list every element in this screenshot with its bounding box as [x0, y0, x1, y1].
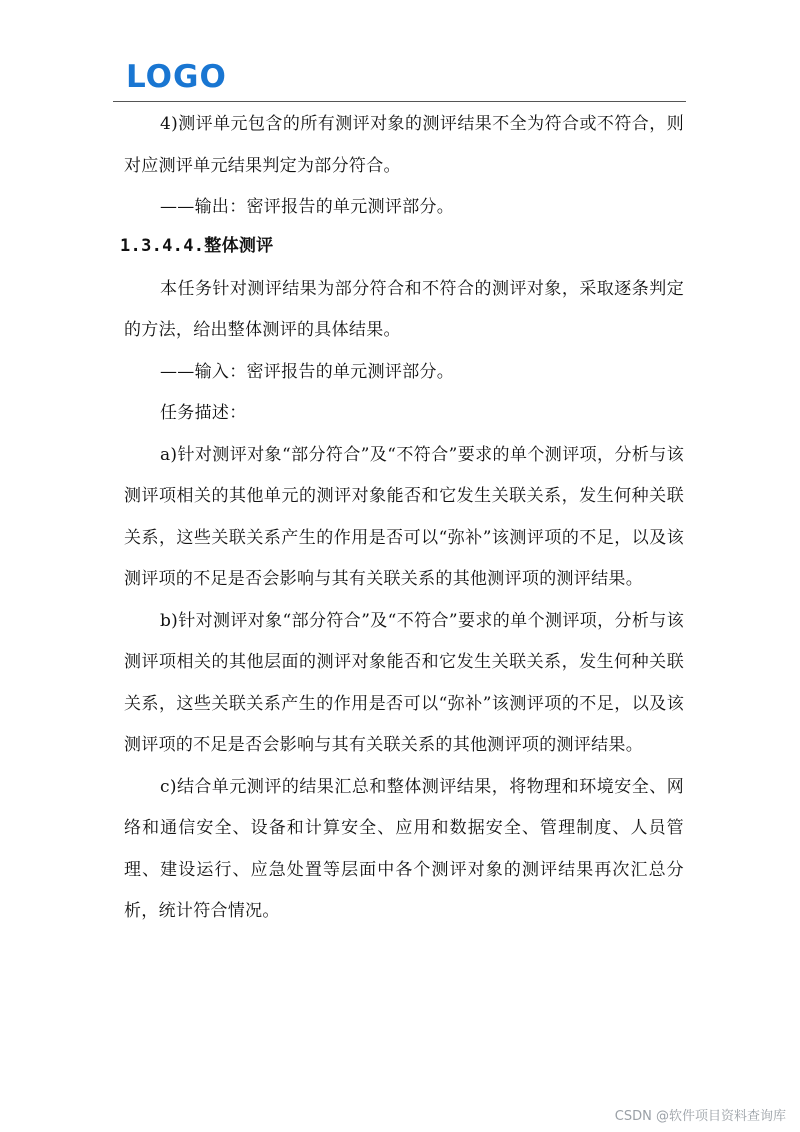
paragraph-task-description-label: 任务描述：: [160, 403, 247, 423]
logo: LOGO: [126, 59, 227, 95]
document-body: [120, 104, 684, 933]
paragraph-item-4: 4)测评单元包含的所有测评对象的测评结果不全为符合或不符合，则对应测评单元结果判定为部分符合。: [124, 114, 684, 176]
paragraph-item-c: c)结合单元测评的结果汇总和整体测评结果，将物理和环境安全、网络和通信安全、设备和计算安全、应用和数据安全、管理制度、人员管理、建设运行、应急处置等层面中各个测评对象的测评结果再次汇总分析，统计符合情况。: [124, 776, 684, 921]
paragraph-item-a: a)针对测评对象“部分符合”及“不符合”要求的单个测评项，分析与该测评项相关的其他单元的测评对象能否和它发生关联关系，发生何种关联关系，这些关联关系产生的作用是否可以“弥补”该测评项的不足，以及该测评项的不足是否会影响与其有关联关系的其他测评项的测评结果。: [124, 444, 684, 589]
paragraph-input: ——输入：密评报告的单元测评部分。: [160, 361, 455, 382]
paragraph-task-intro: 本任务针对测评结果为部分符合和不符合的测评对象，采取逐条判定的方法，给出整体测评的具体结果。: [124, 278, 684, 340]
watermark: CSDN @软件项目资料查询库: [614, 1109, 786, 1124]
section-heading: 1.3.4.4.整体测评: [120, 235, 274, 256]
paragraph-output: ——输出：密评报告的单元测评部分。: [160, 197, 455, 217]
paragraph-item-b: b)针对测评对象“部分符合”及“不符合”要求的单个测评项，分析与该测评项相关的其他层面的测评对象能否和它发生关联关系，发生何种关联关系，这些关联关系产生的作用是否可以“弥补”该测评项的不足，以及该测评项的不足是否会影响与其有关联关系的其他测评项的测评结果。: [124, 610, 684, 755]
header-divider: [113, 101, 686, 102]
page-header: [0, 0, 800, 104]
